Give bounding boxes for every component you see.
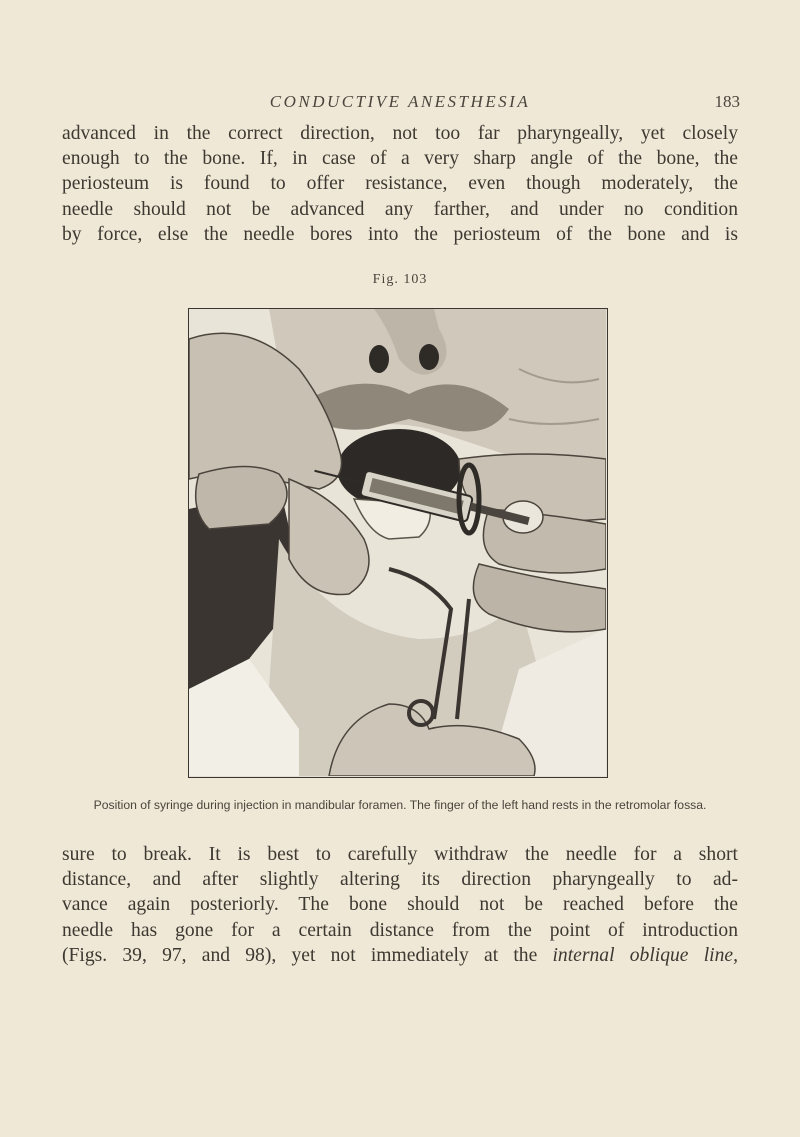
text-line: enough to the bone. If, in case of a very sharp angle of the bone, the [62, 148, 738, 170]
italic-term: internal oblique line, [552, 944, 738, 966]
text-line: sure to break. It is best to carefully withdraw the needle for a short [62, 844, 738, 865]
page-number: 183 [714, 92, 740, 111]
figure-caption: Position of syringe during injection in mandibular foramen. The finger of the left hand rests in the retromolar fossa. [93, 798, 707, 812]
paragraph-top [62, 121, 738, 247]
page-header [0, 92, 800, 116]
figure-illustration [188, 308, 608, 778]
syringe-injection-illustration [189, 309, 606, 776]
text-line: distance, and after slightly altering its direction pharyngeally to ad- [62, 869, 738, 891]
text-line-final [62, 943, 738, 968]
text-line: needle has gone for a certain distance from the point of introduction [62, 919, 738, 941]
text-line: advanced in the correct direction, not too far pharyngeally, yet closely [62, 123, 738, 144]
text-line: needle should not be advanced any farther, and under no condition [62, 198, 738, 220]
paragraph-bottom [62, 842, 738, 968]
figure-label: Fig. 103 [372, 272, 428, 287]
text-line: vance again posteriorly. The bone should not be reached before the [62, 894, 738, 916]
text-line-prefix: (Figs. 39, 97, and 98), yet not immediately at the [62, 944, 553, 966]
running-title: CONDUCTIVE ANESTHESIA [269, 92, 531, 111]
text-line: periosteum is found to offer resistance, even though moderately, the [62, 173, 738, 195]
text-line: by force, else the needle bores into the periosteum of the bone and is [62, 223, 738, 245]
